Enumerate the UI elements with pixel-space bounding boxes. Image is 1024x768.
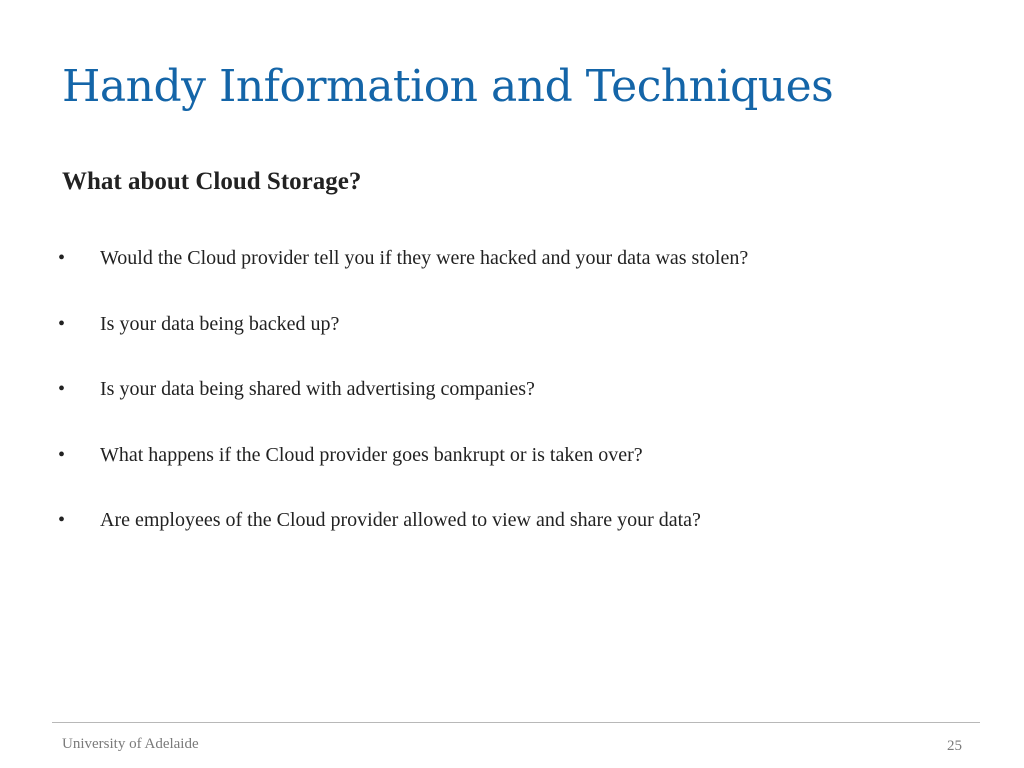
bullet-icon: • <box>58 378 66 400</box>
bullet-text: What happens if the Cloud provider goes bankrupt or is taken over? <box>100 443 643 466</box>
slide-title: Handy Information and Techniques <box>62 61 834 112</box>
slide-subtitle: What about Cloud Storage? <box>62 168 362 195</box>
bullet-text: Would the Cloud provider tell you if they were hacked and your data was stolen? <box>100 247 749 269</box>
bullet-icon: • <box>58 247 66 269</box>
bullet-icon: • <box>58 443 66 466</box>
slide-page-number: 25 <box>947 738 962 754</box>
footer-organization: University of Adelaide <box>62 736 199 752</box>
bullet-text: Are employees of the Cloud provider allowed to view and share your data? <box>100 509 701 531</box>
bullet-icon: • <box>58 509 66 531</box>
bullet-icon: • <box>58 312 66 335</box>
footer-divider <box>52 722 980 723</box>
bullet-text: Is your data being backed up? <box>100 312 340 335</box>
bullet-text: Is your data being shared with advertising companies? <box>100 378 535 400</box>
